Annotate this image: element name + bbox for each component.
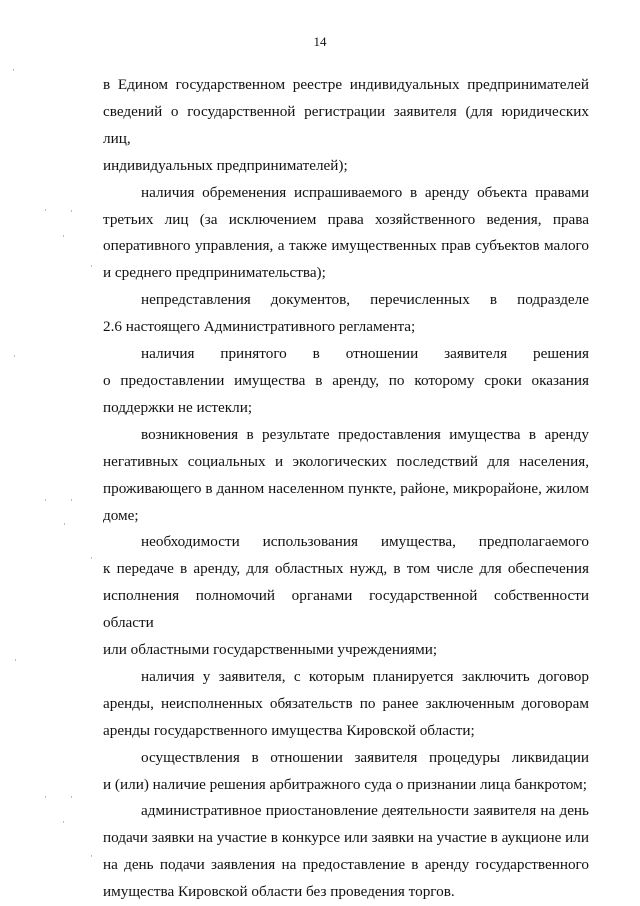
text-line: индивидуальных предпринимателей); [103, 156, 348, 174]
text-line: о предоставлении имущества в аренду, по которому сроки оказания [103, 371, 589, 389]
text-line: необходимости использования имущества, предполагаемого [141, 533, 589, 551]
paragraph [103, 664, 589, 745]
text-line: наличия обременения испрашиваемого в аренду объекта правами [141, 183, 589, 201]
paragraph [103, 422, 589, 530]
text-line: к передаче в аренду, для областных нужд, в том числе для обеспечения [103, 560, 589, 578]
scan-speck: · [90, 553, 93, 563]
page-number: 14 [313, 34, 327, 49]
text-line: сведений о государственной регистрации заявителя (для юридических лиц, [103, 102, 589, 147]
text-line: на день подачи заявления на предоставление в аренду государственного [103, 856, 589, 874]
scan-speck: · [70, 792, 73, 802]
paragraph [103, 180, 589, 288]
text-line: и (или) наличие решения арбитражного суда о признании лица банкротом; [103, 775, 587, 793]
text-line: имущества Кировской области без проведения торгов. [103, 883, 455, 901]
scan-speck: · [90, 261, 93, 271]
text-line: оперативного управления, а также имущественных прав субъектов малого [103, 237, 589, 255]
text-line: доме; [103, 506, 139, 524]
document-body [103, 72, 589, 906]
text-line: административное приостановление деятельности заявителя на день [141, 802, 589, 820]
scan-speck: · [62, 231, 65, 241]
scan-speck: · [90, 851, 93, 861]
text-line: аренды государственного имущества Кировской области; [103, 721, 475, 739]
paragraph [103, 287, 589, 341]
scan-speck: · [44, 495, 47, 505]
paragraph [103, 798, 589, 906]
text-line: третьих лиц (за исключением права хозяйственного ведения, права [103, 210, 589, 228]
text-line: подачи заявки на участие в конкурсе или заявки на участие в аукционе или [103, 829, 589, 847]
text-line: негативных социальных и экологических последствий для населения, [103, 452, 589, 470]
scan-speck: · [44, 205, 47, 215]
scan-speck: · [63, 519, 66, 529]
text-line: возникновения в результате предоставления имущества в аренду [141, 425, 589, 443]
scan-speck: · [13, 351, 16, 361]
text-line: или областными государственными учреждениями; [103, 641, 438, 659]
text-line: 2.6 настоящего Административного регламента; [103, 318, 416, 336]
scan-speck: · [44, 792, 47, 802]
text-line: и среднего предпринимательства); [103, 264, 326, 282]
text-line: проживающего в данном населенном пункте, районе, микрорайоне, жилом [103, 479, 589, 497]
paragraph [103, 529, 589, 664]
paragraph [103, 341, 589, 422]
text-line: в Едином государственном реестре индивидуальных предпринимателей [103, 76, 589, 93]
text-line: аренды, неисполненных обязательств по ранее заключенным договорам [103, 694, 589, 712]
scan-speck: · [62, 817, 65, 827]
text-line: наличия у заявителя, с которым планируется заключить договор [141, 667, 589, 685]
paragraph [103, 745, 589, 799]
scan-speck: · [70, 495, 73, 505]
scan-speck: · [14, 655, 17, 665]
text-line: поддержки не истекли; [103, 398, 253, 416]
text-line: непредставления документов, перечисленных в подразделе [141, 291, 589, 309]
text-line: осуществления в отношении заявителя процедуры ликвидации [141, 748, 589, 766]
text-line: исполнения полномочий органами государственной собственности области [103, 587, 589, 632]
scan-speck: · [12, 65, 15, 75]
text-line: наличия принятого в отношении заявителя решения [141, 345, 589, 363]
scan-speck: · [70, 206, 73, 216]
paragraph [103, 72, 589, 180]
